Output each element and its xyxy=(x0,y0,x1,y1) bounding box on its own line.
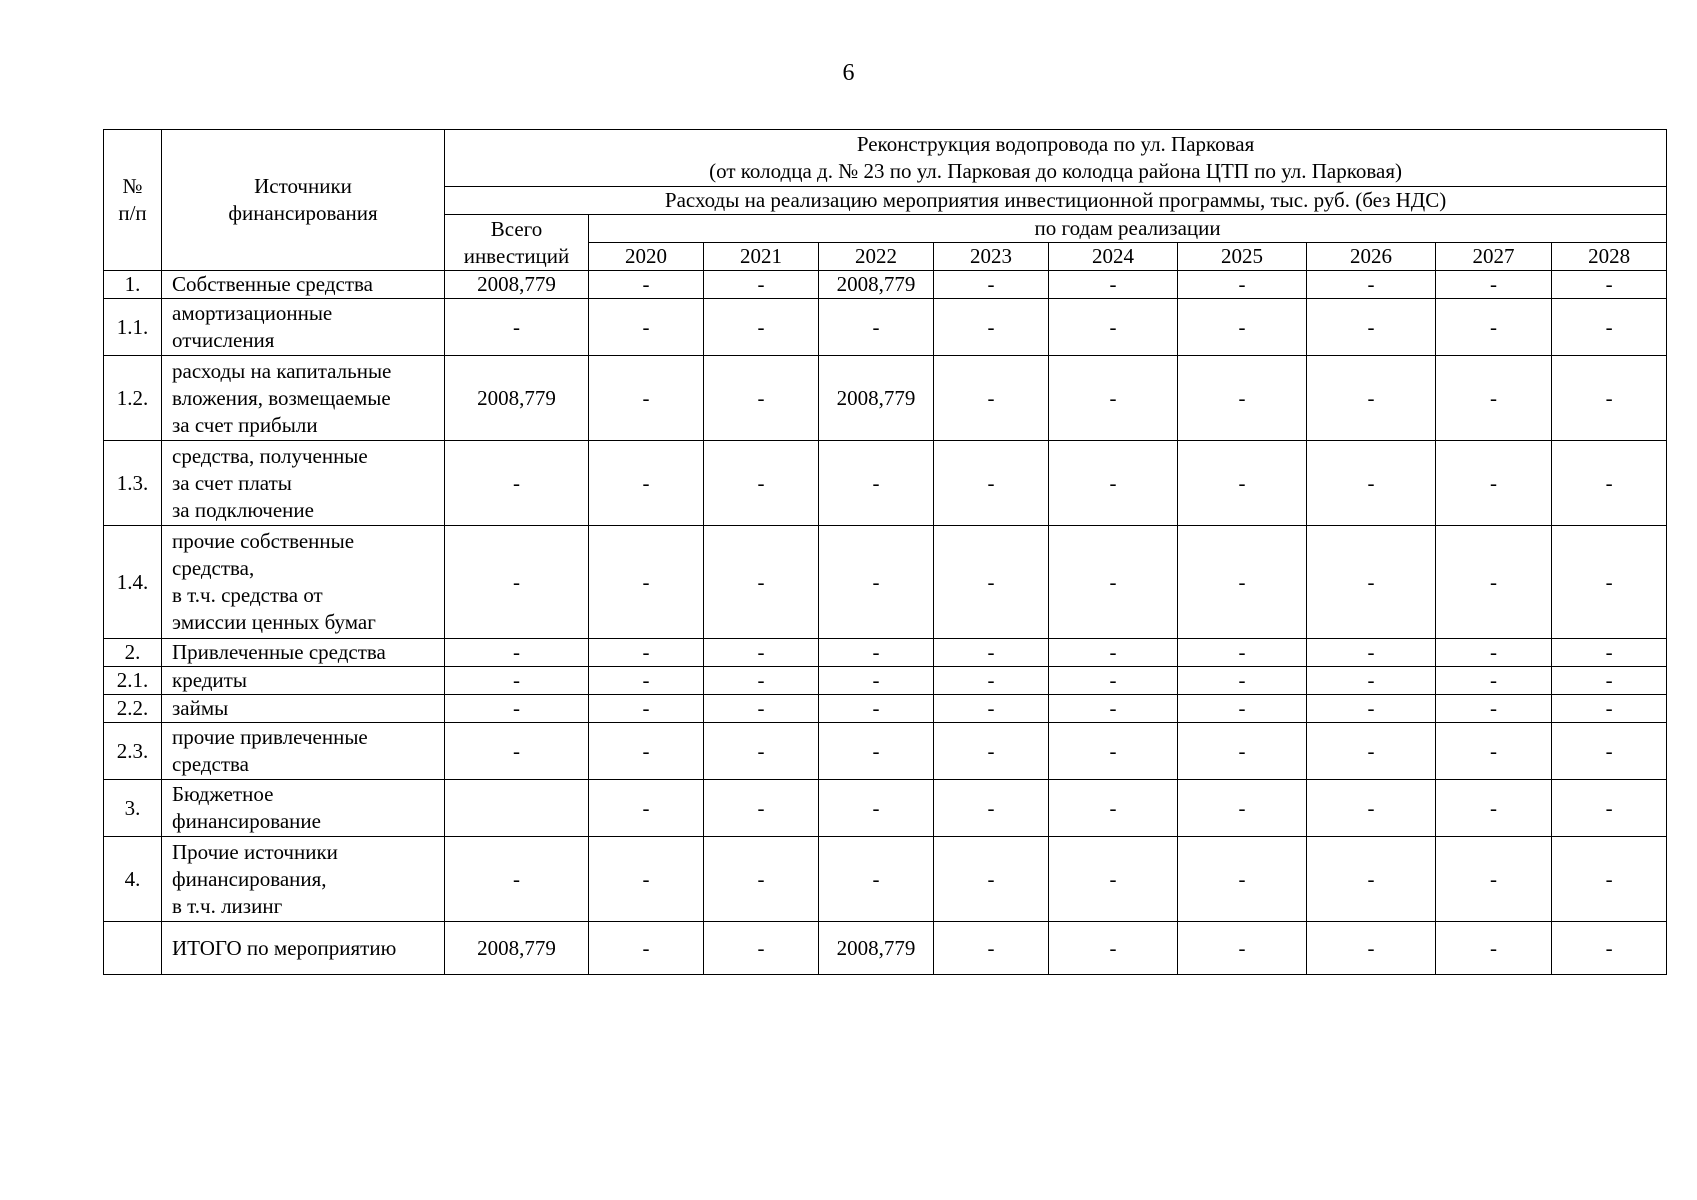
row-year-value: - xyxy=(1436,723,1552,780)
row-source: кредиты xyxy=(162,667,445,695)
row-year-value: - xyxy=(1552,695,1667,723)
table-row xyxy=(104,441,1667,526)
row-year-value: - xyxy=(704,780,819,837)
header-year: 2023 xyxy=(934,243,1049,271)
header-year: 2022 xyxy=(819,243,934,271)
table-row xyxy=(104,780,1667,837)
row-year-value: - xyxy=(1307,723,1436,780)
row-year-value: - xyxy=(704,639,819,667)
row-year-value: - xyxy=(1552,526,1667,639)
row-year-value: - xyxy=(1049,723,1178,780)
row-year-value: - xyxy=(1307,837,1436,922)
header-year: 2024 xyxy=(1049,243,1178,271)
header-year: 2026 xyxy=(1307,243,1436,271)
row-total: - xyxy=(445,667,589,695)
row-year-value: - xyxy=(934,441,1049,526)
row-year-value: - xyxy=(589,837,704,922)
row-total: - xyxy=(445,441,589,526)
header-num: № п/п xyxy=(104,130,162,271)
row-total: - xyxy=(445,639,589,667)
row-year-value: - xyxy=(704,271,819,299)
row-year-value: - xyxy=(1049,780,1178,837)
row-number: 2. xyxy=(104,639,162,667)
row-year-value: - xyxy=(819,639,934,667)
row-year-value: - xyxy=(589,441,704,526)
row-total: - xyxy=(445,837,589,922)
row-year-value: - xyxy=(589,695,704,723)
row-number: 1. xyxy=(104,271,162,299)
row-year-value: - xyxy=(1552,639,1667,667)
header-year: 2028 xyxy=(1552,243,1667,271)
row-year-value: - xyxy=(1307,667,1436,695)
row-year-value: - xyxy=(1307,441,1436,526)
row-year-value: - xyxy=(1436,441,1552,526)
row-year-value: - xyxy=(704,667,819,695)
page-number: 6 xyxy=(842,60,855,86)
row-source: займы xyxy=(162,695,445,723)
row-year-value: - xyxy=(1307,299,1436,356)
row-year-value: 2008,779 xyxy=(819,922,934,975)
row-total: - xyxy=(445,723,589,780)
row-year-value: - xyxy=(1436,922,1552,975)
row-year-value: - xyxy=(1049,299,1178,356)
row-year-value: - xyxy=(1178,299,1307,356)
row-year-value: - xyxy=(704,356,819,441)
table-row xyxy=(104,356,1667,441)
row-total: 2008,779 xyxy=(445,922,589,975)
table-row xyxy=(104,639,1667,667)
row-number: 2.2. xyxy=(104,695,162,723)
row-number: 4. xyxy=(104,837,162,922)
header-year: 2021 xyxy=(704,243,819,271)
row-year-value: - xyxy=(819,299,934,356)
row-year-value: - xyxy=(704,299,819,356)
row-total xyxy=(445,780,589,837)
row-year-value: - xyxy=(1307,526,1436,639)
row-year-value: - xyxy=(934,526,1049,639)
table-row xyxy=(104,723,1667,780)
row-year-value: - xyxy=(1178,356,1307,441)
row-source: Привлеченные средства xyxy=(162,639,445,667)
row-year-value: - xyxy=(589,271,704,299)
table-row xyxy=(104,695,1667,723)
row-year-value: - xyxy=(1552,356,1667,441)
header-year: 2025 xyxy=(1178,243,1307,271)
row-year-value: - xyxy=(1178,780,1307,837)
row-year-value: - xyxy=(1307,780,1436,837)
row-year-value: - xyxy=(819,780,934,837)
row-source: ИТОГО по мероприятию xyxy=(162,922,445,975)
table-row xyxy=(104,667,1667,695)
header-expenses-title: Расходы на реализацию мероприятия инвестиционной программы, тыс. руб. (без НДС) xyxy=(445,187,1667,215)
row-year-value: - xyxy=(934,695,1049,723)
financing-table xyxy=(103,129,1667,975)
row-year-value: - xyxy=(1178,441,1307,526)
row-total: - xyxy=(445,299,589,356)
row-year-value: 2008,779 xyxy=(819,271,934,299)
row-year-value: - xyxy=(589,356,704,441)
row-year-value: - xyxy=(1049,837,1178,922)
row-source: средства, полученные за счет платы за подключение xyxy=(162,441,445,526)
row-year-value: - xyxy=(819,441,934,526)
table-row xyxy=(104,526,1667,639)
row-year-value: - xyxy=(1552,299,1667,356)
row-total: - xyxy=(445,695,589,723)
row-year-value: - xyxy=(934,271,1049,299)
table-row xyxy=(104,837,1667,922)
row-year-value: - xyxy=(1436,299,1552,356)
row-number: 1.1. xyxy=(104,299,162,356)
row-year-value: - xyxy=(1436,695,1552,723)
row-year-value: - xyxy=(1436,271,1552,299)
row-year-value: - xyxy=(934,667,1049,695)
row-year-value: - xyxy=(1049,639,1178,667)
row-source: Бюджетное финансирование xyxy=(162,780,445,837)
row-year-value: - xyxy=(1436,780,1552,837)
row-year-value: - xyxy=(1436,837,1552,922)
row-number: 1.3. xyxy=(104,441,162,526)
row-year-value: - xyxy=(1436,667,1552,695)
row-year-value: - xyxy=(1436,639,1552,667)
row-year-value: - xyxy=(934,723,1049,780)
row-year-value: - xyxy=(704,723,819,780)
header-source: Источники финансирования xyxy=(162,130,445,271)
row-total: 2008,779 xyxy=(445,356,589,441)
row-number: 3. xyxy=(104,780,162,837)
row-number xyxy=(104,922,162,975)
header-row-title xyxy=(104,130,1667,187)
row-year-value: - xyxy=(1307,695,1436,723)
row-year-value: - xyxy=(1552,837,1667,922)
row-year-value: - xyxy=(934,356,1049,441)
row-year-value: - xyxy=(589,639,704,667)
row-year-value: - xyxy=(1178,271,1307,299)
row-year-value: - xyxy=(589,526,704,639)
table-row xyxy=(104,299,1667,356)
row-year-value: - xyxy=(1552,441,1667,526)
row-year-value: - xyxy=(1178,837,1307,922)
row-total: - xyxy=(445,526,589,639)
table-row xyxy=(104,922,1667,975)
row-year-value: - xyxy=(704,526,819,639)
header-total: Всего инвестиций xyxy=(445,215,589,271)
row-year-value: - xyxy=(589,667,704,695)
row-year-value: - xyxy=(934,780,1049,837)
row-year-value: 2008,779 xyxy=(819,356,934,441)
row-year-value: - xyxy=(1049,526,1178,639)
row-source: Собственные средства xyxy=(162,271,445,299)
row-year-value: - xyxy=(1552,780,1667,837)
header-by-years: по годам реализации xyxy=(589,215,1667,243)
row-year-value: - xyxy=(1436,526,1552,639)
row-year-value: - xyxy=(1049,667,1178,695)
row-source: амортизационные отчисления xyxy=(162,299,445,356)
row-year-value: - xyxy=(1049,271,1178,299)
table-row xyxy=(104,271,1667,299)
row-source: расходы на капитальные вложения, возмещаемые за счет прибыли xyxy=(162,356,445,441)
row-year-value: - xyxy=(934,837,1049,922)
row-year-value: - xyxy=(1178,723,1307,780)
row-number: 2.3. xyxy=(104,723,162,780)
row-year-value: - xyxy=(704,695,819,723)
row-number: 1.2. xyxy=(104,356,162,441)
row-year-value: - xyxy=(1552,667,1667,695)
row-number: 2.1. xyxy=(104,667,162,695)
row-year-value: - xyxy=(1178,639,1307,667)
row-source: Прочие источники финансирования, в т.ч. лизинг xyxy=(162,837,445,922)
row-year-value: - xyxy=(1307,356,1436,441)
row-year-value: - xyxy=(1307,271,1436,299)
row-year-value: - xyxy=(1178,695,1307,723)
row-year-value: - xyxy=(704,922,819,975)
row-year-value: - xyxy=(1552,271,1667,299)
row-source: прочие собственные средства, в т.ч. средства от эмиссии ценных бумаг xyxy=(162,526,445,639)
row-year-value: - xyxy=(589,780,704,837)
row-year-value: - xyxy=(1049,356,1178,441)
row-year-value: - xyxy=(589,299,704,356)
row-year-value: - xyxy=(704,441,819,526)
row-year-value: - xyxy=(589,723,704,780)
row-year-value: - xyxy=(819,695,934,723)
header-project-title: Реконструкция водопровода по ул. Парковая (от колодца д. № 23 по ул. Парковая до колодца района ЦТП по ул. Парковая) xyxy=(445,130,1667,187)
row-year-value: - xyxy=(589,922,704,975)
row-year-value: - xyxy=(819,526,934,639)
row-year-value: - xyxy=(1436,356,1552,441)
row-year-value: - xyxy=(934,922,1049,975)
row-total: 2008,779 xyxy=(445,271,589,299)
row-year-value: - xyxy=(1178,922,1307,975)
row-year-value: - xyxy=(1178,526,1307,639)
row-year-value: - xyxy=(1552,922,1667,975)
row-year-value: - xyxy=(1307,639,1436,667)
row-year-value: - xyxy=(934,299,1049,356)
row-number: 1.4. xyxy=(104,526,162,639)
row-year-value: - xyxy=(704,837,819,922)
header-year: 2020 xyxy=(589,243,704,271)
row-year-value: - xyxy=(1178,667,1307,695)
row-year-value: - xyxy=(1552,723,1667,780)
row-source: прочие привлеченные средства xyxy=(162,723,445,780)
row-year-value: - xyxy=(819,723,934,780)
row-year-value: - xyxy=(819,667,934,695)
header-year: 2027 xyxy=(1436,243,1552,271)
row-year-value: - xyxy=(1049,695,1178,723)
row-year-value: - xyxy=(1307,922,1436,975)
row-year-value: - xyxy=(934,639,1049,667)
row-year-value: - xyxy=(1049,922,1178,975)
row-year-value: - xyxy=(819,837,934,922)
row-year-value: - xyxy=(1049,441,1178,526)
